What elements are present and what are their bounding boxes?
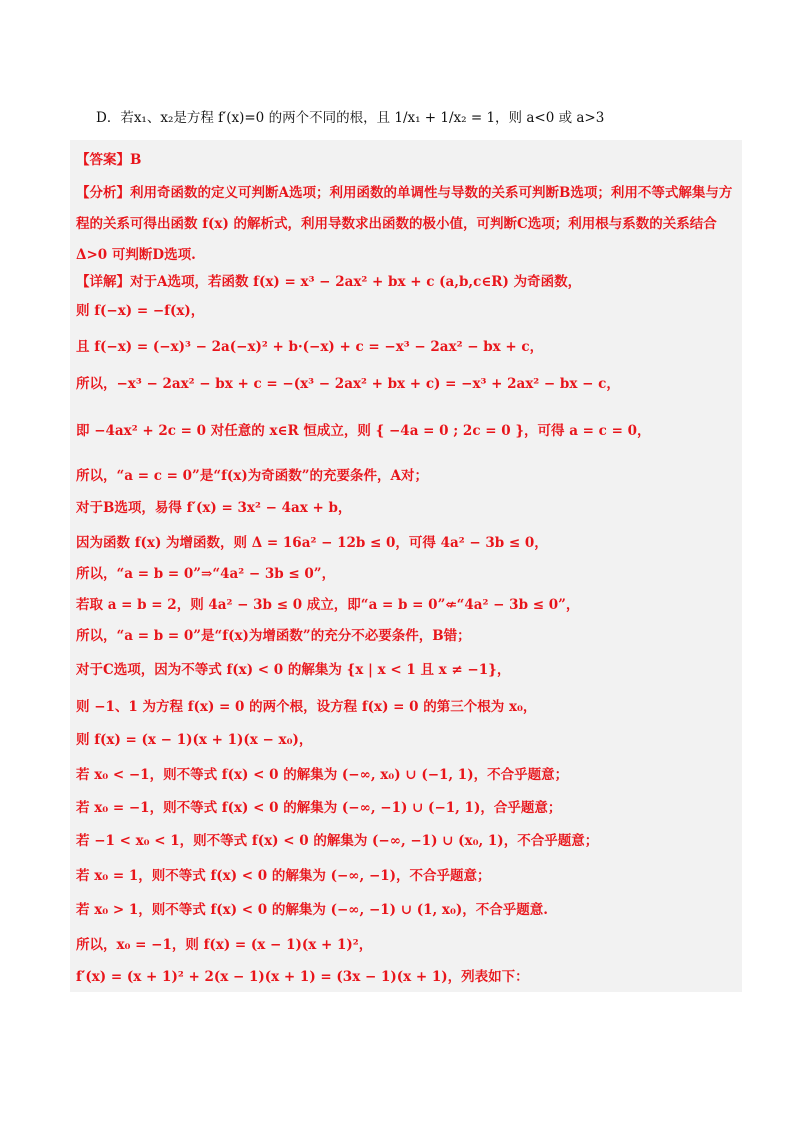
analysis-paragraph: 【分析】利用奇函数的定义可判断A选项；利用函数的单调性与导数的关系可判断B选项；利用不等式解集与方程的关系可得出函数 f(x) 的解析式，利用导数求出函数的极小值，可判断C选项；利用根与系数的关系结合 Δ>0 可判断D选项. <box>76 185 733 263</box>
solution-line: 若 x₀ = −1，则不等式 f(x) < 0 的解集为 (−∞, −1) ∪ (−1, 1)，合乎题意； <box>76 800 562 816</box>
solution-line: 若 x₀ < −1，则不等式 f(x) < 0 的解集为 (−∞, x₀) ∪ (−1, 1)，不合乎题意； <box>76 767 569 783</box>
solution-line: 所以，“a = b = 0”⇒“4a² − 3b ≤ 0”， <box>76 566 336 582</box>
solution-line: 若 x₀ > 1，则不等式 f(x) < 0 的解集为 (−∞, −1) ∪ (1, x₀)，不合乎题意. <box>76 902 548 918</box>
answer-line: 【答案】B <box>76 152 142 168</box>
solution-line: 则 f(−x) = −f(x)， <box>76 303 205 319</box>
solution-line: 即 −4ax² + 2c = 0 对任意的 x∈R 恒成立，则 { −4a = 0 ; 2c = 0 }，可得 a = c = 0， <box>76 423 651 439</box>
solution-line: 所以，“a = c = 0”是“f(x)为奇函数”的充要条件，A对； <box>76 468 428 484</box>
solution-line: 因为函数 f(x) 为增函数，则 Δ = 16a² − 12b ≤ 0，可得 4a² − 3b ≤ 0， <box>76 535 548 551</box>
solution-line: 【详解】对于A选项，若函数 f(x) = x³ − 2ax² + bx + c (a,b,c∈R) 为奇函数， <box>76 274 582 290</box>
solution-line: 对于B选项，易得 f′(x) = 3x² − 4ax + b， <box>76 500 352 516</box>
solution-line: 对于C选项，因为不等式 f(x) < 0 的解集为 {x | x < 1 且 x ≠ −1}， <box>76 662 511 678</box>
solution-line: 则 f(x) = (x − 1)(x + 1)(x − x₀)， <box>76 732 313 748</box>
solution-line: 若 −1 < x₀ < 1，则不等式 f(x) < 0 的解集为 (−∞, −1) ∪ (x₀, 1)，不合乎题意； <box>76 833 599 849</box>
solution-line: 若 x₀ = 1，则不等式 f(x) < 0 的解集为 (−∞, −1)，不合乎题意； <box>76 868 491 884</box>
solution-line: 则 −1、1 为方程 f(x) = 0 的两个根，设方程 f(x) = 0 的第三个根为 x₀， <box>76 699 537 715</box>
solution-line: 所以，−x³ − 2ax² − bx + c = −(x³ − 2ax² + bx + c) = −x³ + 2ax² − bx − c， <box>76 376 620 392</box>
solution-line: 所以，“a = b = 0”是“f(x)为增函数”的充分不必要条件，B错； <box>76 628 471 644</box>
solution-line: 且 f(−x) = (−x)³ − 2a(−x)² + b·(−x) + c = −x³ − 2ax² − bx + c， <box>76 339 544 355</box>
solution-line: 若取 a = b = 2，则 4a² − 3b ≤ 0 成立，即“a = b = 0”⇍“4a² − 3b ≤ 0”， <box>76 597 580 613</box>
question-option-d: D．若x₁、x₂是方程 f′(x)=0 的两个不同的根，且 1/x₁ + 1/x₂ = 1，则 a<0 或 a>3 <box>96 110 605 126</box>
solution-line: f′(x) = (x + 1)² + 2(x − 1)(x + 1) = (3x − 1)(x + 1)，列表如下： <box>76 969 529 985</box>
solution-line: 所以，x₀ = −1，则 f(x) = (x − 1)(x + 1)²， <box>76 937 373 953</box>
